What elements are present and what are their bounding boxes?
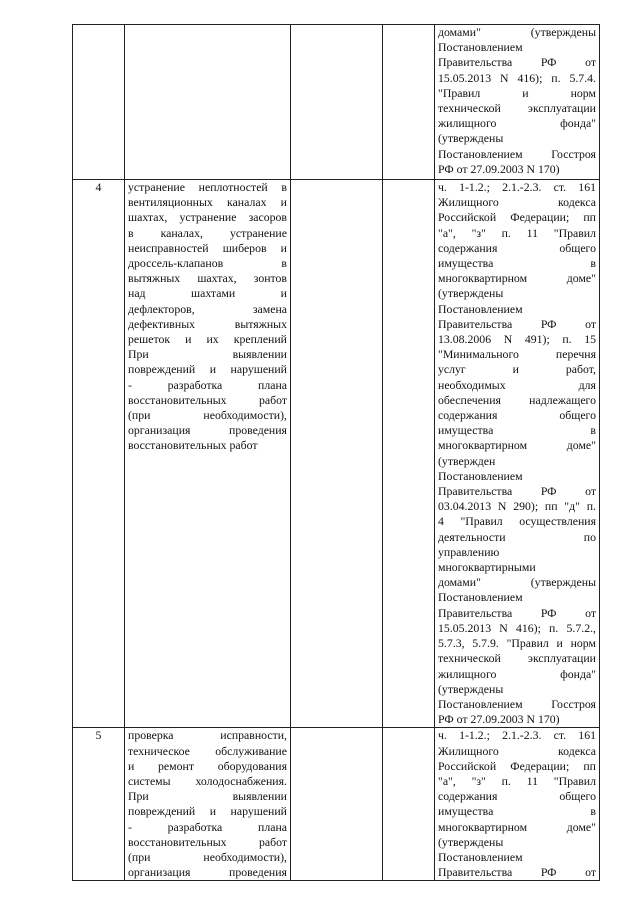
row-number: 4 (73, 180, 125, 728)
legal-basis-line: Жилищного кодекса (438, 743, 596, 758)
empty-cell (291, 180, 383, 728)
work-description-line: - разработка плана (128, 819, 287, 834)
legal-basis-line: (утверждены (438, 681, 504, 696)
legal-basis-cell (435, 728, 600, 881)
work-description-line: и ремонт оборудования (128, 758, 287, 773)
legal-basis-line: имущества в (438, 256, 596, 271)
legal-basis-line: технической эксплуатации (438, 101, 596, 116)
legal-basis-line: РФ от 27.09.2003 N 170) (438, 161, 560, 176)
work-description-line: шахтах, устранение засоров (128, 210, 287, 225)
work-description-line: повреждений и нарушений (128, 362, 287, 377)
legal-basis-line: Жилищного кодекса (438, 195, 596, 210)
legal-basis-line: жилищного фонда" (438, 116, 596, 131)
legal-basis-line: "а", "з" п. 11 "Правил (438, 225, 596, 240)
legal-basis-line: ч. 1-1.2.; 2.1.-2.3. ст. 161 (438, 180, 596, 194)
legal-basis-line: содержания общего (438, 789, 596, 804)
legal-basis-line: содержания общего (438, 240, 596, 255)
work-description-line: При выявлении (128, 347, 287, 362)
work-description-line: неисправностей шиберов и (128, 240, 287, 255)
legal-basis-line: Правительства РФ от (438, 55, 596, 70)
legal-basis-line: Постановлением (438, 468, 523, 483)
legal-basis-line: управлению (438, 544, 500, 559)
legal-basis-line: (утверждены (438, 286, 504, 301)
empty-cell (383, 180, 435, 728)
legal-basis-line: Правительства РФ от (438, 865, 596, 880)
work-description-line: вытяжных шахтах, зонтов (128, 271, 287, 286)
work-description-line: системы холодоснабжения. (128, 773, 287, 788)
work-description-line: (при необходимости), (128, 408, 287, 423)
legal-basis-line: 13.08.2006 N 491); п. 15 (438, 332, 596, 347)
work-description-line: в каналах, устранение (128, 225, 287, 240)
legal-basis-line: (утверждены (438, 131, 504, 146)
legal-basis-line: Постановлением Госстроя (438, 696, 596, 711)
legal-basis-line: домами" (утверждены (438, 25, 596, 39)
legal-basis-line: услуг и работ, (438, 362, 596, 377)
legal-basis-line: домами" (утверждены (438, 575, 596, 590)
legal-basis-line: 15.05.2013 N 416); п. 5.7.4. (438, 70, 596, 85)
work-description-line: вентиляционных каналах и (128, 195, 287, 210)
legal-basis-line: Постановлением (438, 40, 523, 55)
empty-cell (383, 25, 435, 180)
work-description-line: техническое обслуживание (128, 743, 287, 758)
legal-basis-line: многоквартирном доме" (438, 438, 596, 453)
legal-basis-line: Правительства РФ от (438, 605, 596, 620)
legal-basis-line: многоквартирными (438, 560, 536, 575)
legal-basis-line: "а", "з" п. 11 "Правил (438, 773, 596, 788)
legal-basis-cell (435, 180, 600, 728)
work-description-line: организация проведения (128, 865, 287, 880)
legal-basis-line: 03.04.2013 N 290); пп "д" п. (438, 499, 596, 514)
work-description-line: организация проведения (128, 423, 287, 438)
legal-basis-line: 5.7.3, 5.7.9. "Правил и норм (438, 636, 596, 651)
empty-cell (291, 25, 383, 180)
work-description-line: дефективных вытяжных (128, 316, 287, 331)
work-description-line: повреждений и нарушений (128, 804, 287, 819)
table-body (73, 25, 600, 881)
legal-basis-line: обеспечения надлежащего (438, 392, 596, 407)
legal-basis-line: многоквартирном доме" (438, 271, 596, 286)
work-description-cell (125, 25, 291, 180)
legal-basis-cell (435, 25, 600, 180)
legal-basis-line: Правительства РФ от (438, 316, 596, 331)
legal-basis-line: 15.05.2013 N 416); п. 5.7.2., (438, 620, 596, 635)
work-description-line: проверка исправности, (128, 728, 287, 743)
work-description-line: восстановительных работ (128, 834, 287, 849)
legal-basis-line: необходимых для (438, 377, 596, 392)
legal-basis-line: Постановлением Госстроя (438, 146, 596, 161)
work-description-line: устранение неплотностей в (128, 180, 287, 194)
empty-cell (383, 728, 435, 881)
table-row (73, 728, 600, 881)
legal-basis-line: Российской Федерации; пп (438, 758, 596, 773)
row-number (73, 25, 125, 180)
empty-cell (291, 728, 383, 881)
legal-basis-line: 4 "Правил осуществления (438, 514, 596, 529)
legal-basis-line: ч. 1-1.2.; 2.1.-2.3. ст. 161 (438, 728, 596, 743)
legal-basis-line: Правительства РФ от (438, 484, 596, 499)
legal-basis-line: жилищного фонда" (438, 666, 596, 681)
work-description-line: восстановительных работ (128, 392, 287, 407)
legal-basis-line: Постановлением (438, 849, 523, 864)
legal-basis-line: многоквартирном доме" (438, 819, 596, 834)
services-table (72, 24, 600, 881)
work-description-cell (125, 180, 291, 728)
row-number: 5 (73, 728, 125, 881)
work-description-line: При выявлении (128, 789, 287, 804)
legal-basis-line: имущества в (438, 423, 596, 438)
work-description-line: решеток и их креплений (128, 332, 287, 347)
work-description-cell (125, 728, 291, 881)
work-description-line: дефлекторов, замена (128, 301, 287, 316)
work-description-line: восстановительных работ (128, 438, 258, 453)
legal-basis-line: (утвержден (438, 453, 496, 468)
legal-basis-line: Российской Федерации; пп (438, 210, 596, 225)
table-row (73, 180, 600, 728)
table-row (73, 25, 600, 180)
work-description-line: (при необходимости), (128, 849, 287, 864)
legal-basis-line: содержания общего (438, 408, 596, 423)
legal-basis-line: имущества в (438, 804, 596, 819)
legal-basis-line: Постановлением (438, 301, 523, 316)
legal-basis-line: (утверждены (438, 834, 504, 849)
legal-basis-line: РФ от 27.09.2003 N 170) (438, 712, 560, 727)
work-description-line: над шахтами и (128, 286, 287, 301)
legal-basis-line: Постановлением (438, 590, 523, 605)
legal-basis-line: деятельности по (438, 529, 596, 544)
legal-basis-line: "Правил и норм (438, 85, 596, 100)
work-description-line: дроссель-клапанов в (128, 256, 287, 271)
work-description-line: - разработка плана (128, 377, 287, 392)
legal-basis-line: технической эксплуатации (438, 651, 596, 666)
legal-basis-line: "Минимального перечня (438, 347, 596, 362)
